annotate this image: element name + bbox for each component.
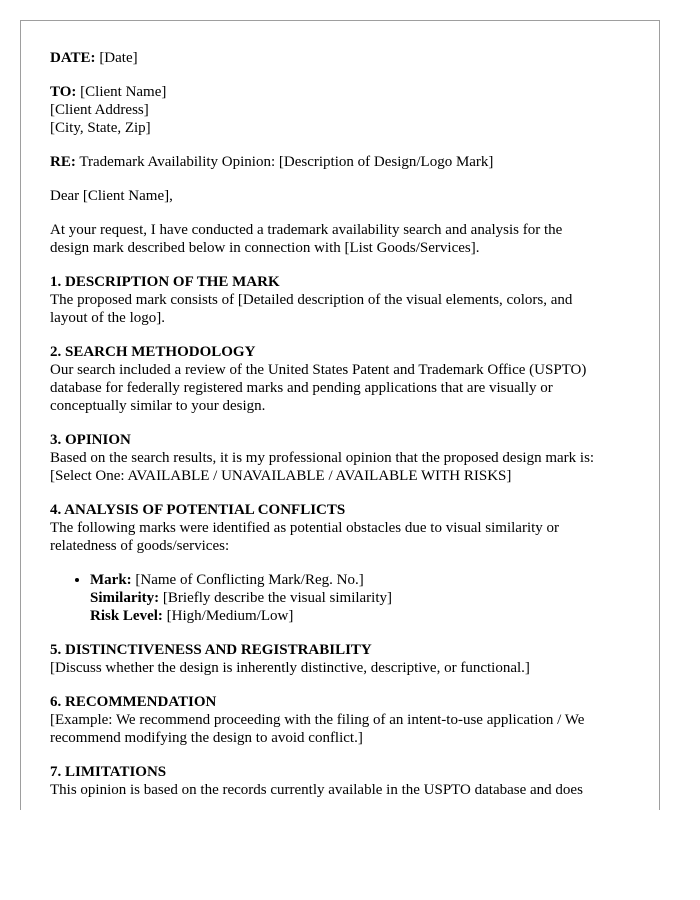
- section-recommendation: [50, 693, 645, 747]
- intro-line-2: design mark described below in connection with [List Goods/Services].: [50, 240, 480, 256]
- salutation: [50, 187, 645, 205]
- section-heading: 3. OPINION: [50, 432, 131, 448]
- re-label: RE:: [50, 154, 76, 170]
- date-line: [50, 49, 645, 67]
- section-text: recommend modifying the design to avoid conflict.]: [50, 730, 363, 746]
- section-text: database for federally registered marks and pending applications that are visually or: [50, 380, 553, 396]
- section-text: The following marks were identified as potential obstacles due to visual similarity or: [50, 520, 560, 536]
- section-description: [50, 273, 645, 327]
- to-value: [Client Name]: [80, 84, 167, 100]
- section-heading: 7. LIMITATIONS: [50, 764, 167, 780]
- section-limitations: [50, 763, 645, 799]
- section-text: conceptually similar to your design.: [50, 398, 266, 414]
- risk-level-value: [High/Medium/Low]: [166, 608, 294, 624]
- subject-line: [50, 153, 645, 171]
- list-item: [90, 571, 645, 625]
- conflicts-list: [50, 571, 645, 625]
- section-text: [Example: We recommend proceeding with the filing of an intent-to-use application / We: [50, 712, 585, 728]
- similarity-value: [Briefly describe the visual similarity]: [162, 590, 393, 606]
- document-page: [20, 20, 660, 810]
- section-text: Based on the search results, it is my professional opinion that the proposed design mark is:: [50, 450, 595, 466]
- mark-value: [Name of Conflicting Mark/Reg. No.]: [135, 572, 364, 588]
- section-text: [Select One: AVAILABLE / UNAVAILABLE / AVAILABLE WITH RISKS]: [50, 468, 512, 484]
- intro-line-1: At your request, I have conducted a trademark availability search and analysis for the: [50, 222, 563, 238]
- similarity-label: Similarity:: [90, 590, 160, 606]
- section-conflicts: [50, 501, 645, 625]
- client-address: [Client Address]: [50, 102, 149, 118]
- date-value: [Date]: [99, 50, 138, 66]
- section-text: Our search included a review of the United States Patent and Trademark Office (USPTO): [50, 362, 587, 378]
- recipient-block: [50, 83, 645, 137]
- section-text: layout of the logo].: [50, 310, 165, 326]
- intro-paragraph: [50, 221, 645, 257]
- section-heading: 4. ANALYSIS OF POTENTIAL CONFLICTS: [50, 502, 346, 518]
- section-text: This opinion is based on the records currently available in the USPTO database and does: [50, 782, 583, 798]
- section-text: relatedness of goods/services:: [50, 538, 230, 554]
- client-city-state-zip: [City, State, Zip]: [50, 120, 151, 136]
- risk-level-label: Risk Level:: [90, 608, 163, 624]
- section-heading: 1. DESCRIPTION OF THE MARK: [50, 274, 280, 290]
- section-heading: 2. SEARCH METHODOLOGY: [50, 344, 256, 360]
- letter-body: [50, 49, 645, 810]
- date-label: DATE:: [50, 50, 96, 66]
- section-opinion: [50, 431, 645, 485]
- section-heading: 6. RECOMMENDATION: [50, 694, 217, 710]
- section-distinctiveness: [50, 641, 645, 677]
- re-value: Trademark Availability Opinion: [Description of Design/Logo Mark]: [79, 154, 494, 170]
- mark-label: Mark:: [90, 572, 132, 588]
- section-heading: 5. DISTINCTIVENESS AND REGISTRABILITY: [50, 642, 372, 658]
- section-text: [Discuss whether the design is inherently distinctive, descriptive, or functional.]: [50, 660, 530, 676]
- section-methodology: [50, 343, 645, 415]
- salutation-text: Dear [Client Name],: [50, 188, 173, 204]
- to-label: TO:: [50, 84, 77, 100]
- section-text: The proposed mark consists of [Detailed description of the visual elements, colors, and: [50, 292, 573, 308]
